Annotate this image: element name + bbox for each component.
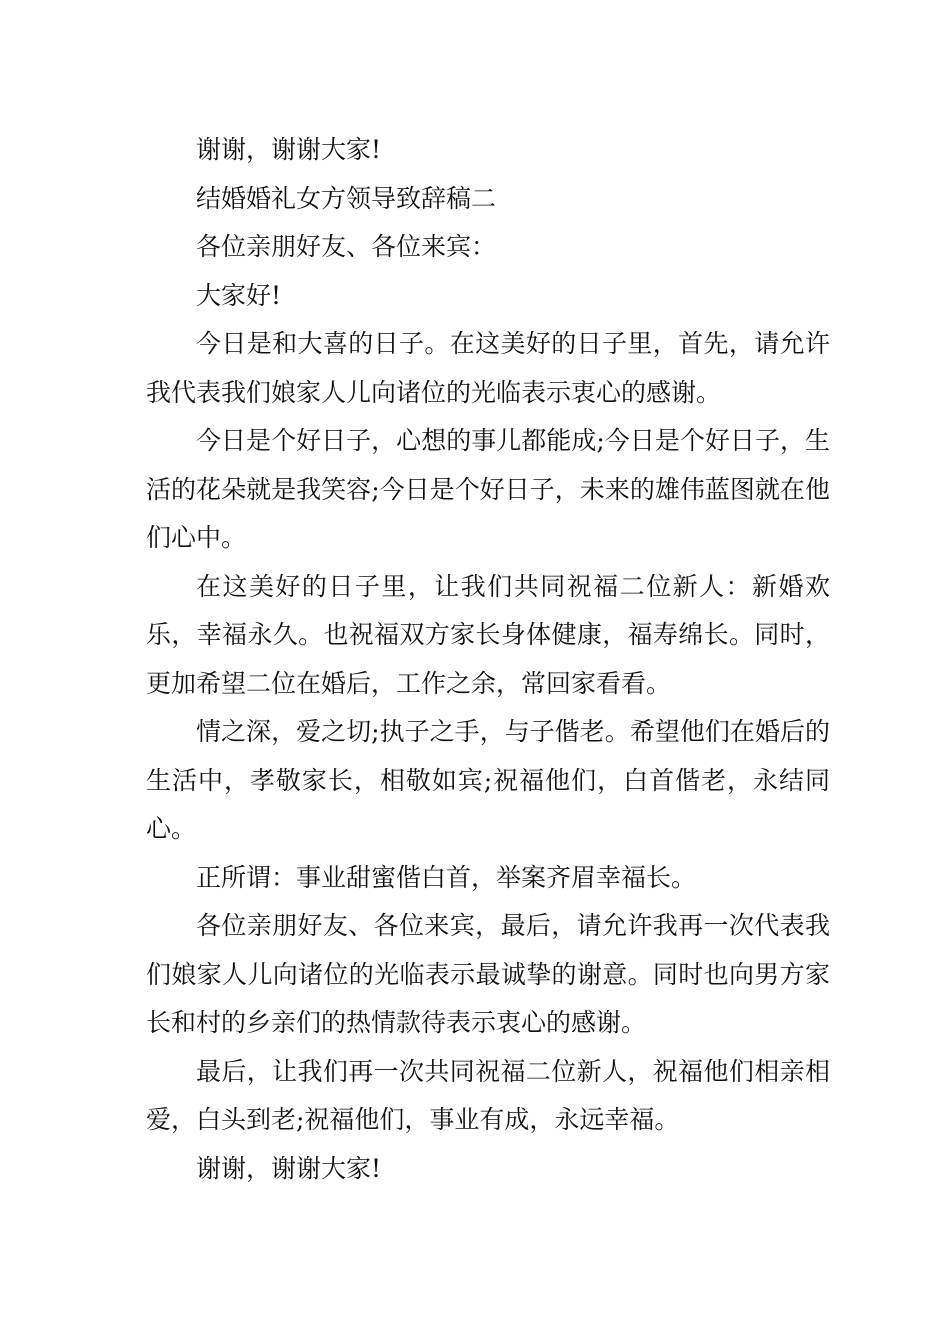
body-paragraph: 正所谓：事业甜蜜偕白首，举案齐眉幸福长。 bbox=[196, 862, 697, 892]
closing-thanks-paragraph: 谢谢，谢谢大家! bbox=[196, 1153, 382, 1183]
section-title: 结婚婚礼女方领导致辞稿二 bbox=[196, 183, 497, 213]
body-paragraph: 今日是和大喜的日子。在这美好的日子里，首先，请允许我代表我们娘家人儿向诸位的光临表示衷心的感谢。 bbox=[146, 329, 830, 407]
body-paragraph: 各位亲朋好友、各位来宾，最后，请允许我再一次代表我们娘家人儿向诸位的光临表示最诚挚的谢意。同时也向男方家长和村的乡亲们的热情款待表示衷心的感谢。 bbox=[146, 911, 830, 1037]
greeting-paragraph: 大家好! bbox=[196, 280, 282, 310]
salutation-paragraph: 各位亲朋好友、各位来宾： bbox=[196, 232, 497, 261]
body-paragraph: 情之深，爱之切;执子之手，与子偕老。希望他们在婚后的生活中，孝敬家长，相敬如宾;祝福他们，白首偕老，永结同心。 bbox=[146, 717, 830, 843]
body-paragraph: 今日是个好日子，心想的事儿都能成;今日是个好日子，生活的花朵就是我笑容;今日是个好日子，未来的雄伟蓝图就在他们心中。 bbox=[146, 426, 830, 552]
document-body bbox=[146, 126, 830, 1193]
body-paragraph: 在这美好的日子里，让我们共同祝福二位新人：新婚欢乐，幸福永久。也祝福双方家长身体健康，福寿绵长。同时，更加希望二位在婚后，工作之余，常回家看看。 bbox=[146, 571, 830, 698]
closing-thanks-paragraph: 谢谢，谢谢大家! bbox=[196, 135, 382, 164]
body-paragraph: 最后，让我们再一次共同祝福二位新人，祝福他们相亲相爱，白头到老;祝福他们，事业有成，永远幸福。 bbox=[146, 1056, 830, 1134]
